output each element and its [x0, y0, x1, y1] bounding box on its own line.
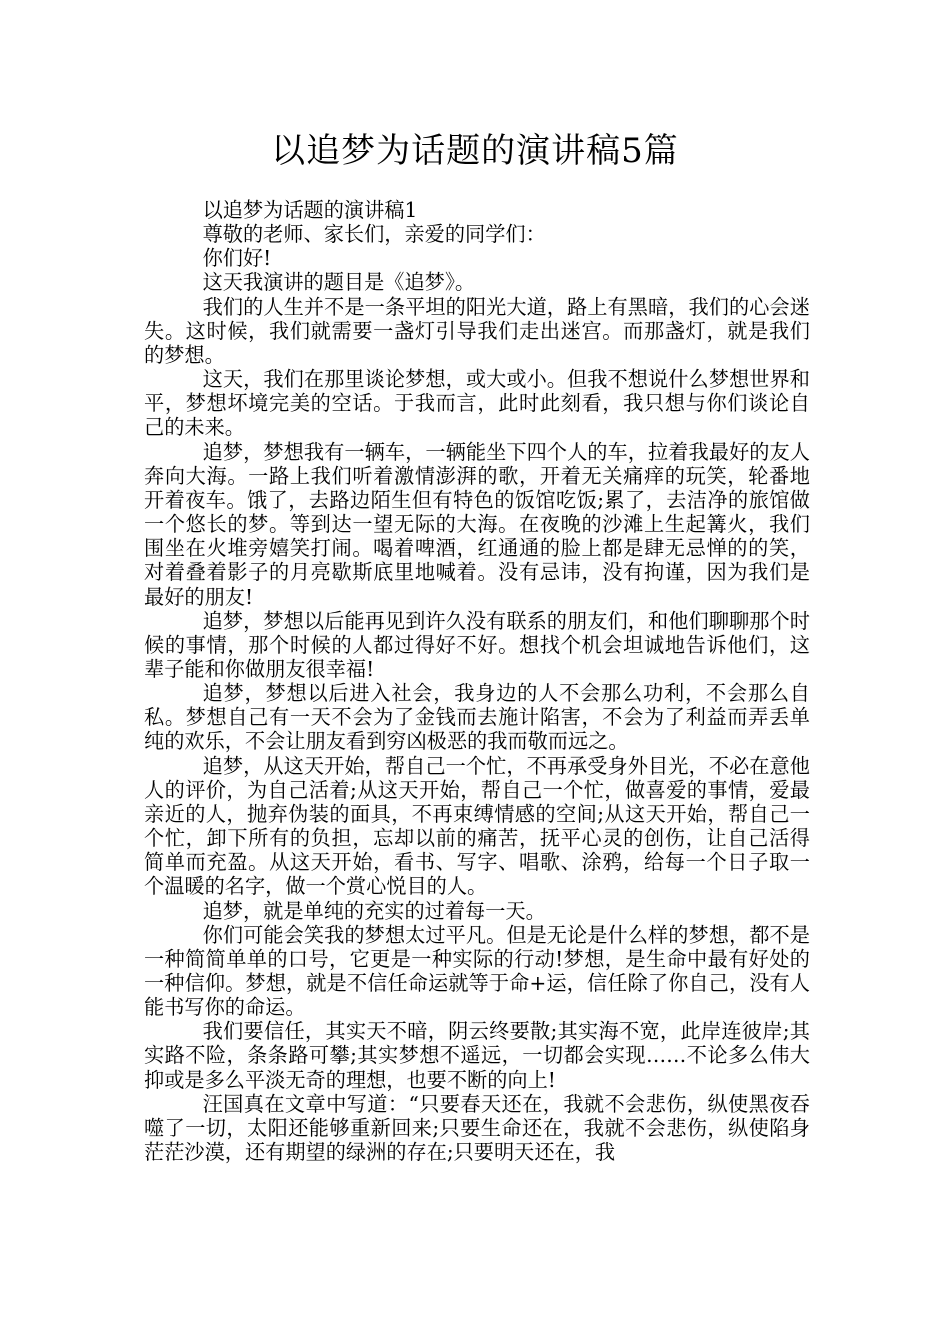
paragraph: 我们的人生并不是一条平坦的阳光大道，路上有黑暗，我们的心会迷失。这时候，我们就需要一盏灯引导我们走出迷宫。而那盏灯，就是我们的梦想。 [144, 294, 810, 367]
paragraph: 我们要信任，其实天不暗，阴云终要散;其实海不宽，此岸连彼岸;其实路不险，条条路可攀;其实梦想不遥远，一切都会实现……不论多么伟大抑或是多么平淡无奇的理想，也要不断的向上! [144, 1019, 810, 1092]
speech-heading: 以追梦为话题的演讲稿1 [202, 198, 418, 222]
paragraph: 追梦，梦想以后进入社会，我身边的人不会那么功利，不会那么自私。梦想自己有一天不会为了金钱而去施计陷害，不会为了利益而弄丢单纯的欢乐，不会让朋友看到穷凶极恶的我而敬而远之。 [144, 681, 810, 754]
paragraph: 你们可能会笑我的梦想太过平凡。但是无论是什么样的梦想，都不是一种简简单单的口号，它更是一种实际的行动!梦想，是生命中最有好处的一种信仰。梦想，就是不信任命运就等于命+运，信任除了你自己，没有人能书写你的命运。 [144, 922, 810, 1020]
paragraph: 汪国真在文章中写道：“只要春天还在，我就不会悲伤，纵使黑夜吞噬了一切，太阳还能够重新回来;只要生命还在，我就不会悲伤，纵使陷身茫茫沙漠，还有期望的绿洲的存在;只要明天还在，我 [144, 1091, 810, 1165]
document-title: 以追梦为话题的演讲稿5篇 [271, 131, 679, 171]
salutation: 尊敬的老师、家长们，亲爱的同学们： [202, 222, 546, 247]
greeting: 你们好! [202, 246, 272, 271]
paragraph: 追梦，梦想以后能再见到许久没有联系的朋友们，和他们聊聊那个时候的事情，那个时候的人都过得好不好。想找个机会坦诚地告诉他们，这辈子能和你做朋友很幸福! [144, 608, 810, 681]
paragraph: 追梦，从这天开始，帮自己一个忙，不再承受身外目光，不必在意他人的评价，为自己活着;从这天开始，帮自己一个忙，做喜爱的事情，爱最亲近的人，抛弃伪装的面具，不再束缚情感的空间;从这天开始，帮自己一个忙，卸下所有的负担，忘却以前的痛苦，抚平心灵的创伤，让自己活得简单而充盈。从这天开始，看书、写字、唱歌、涂鸦，给每一个日子取一个温暖的名字，做一个赏心悦目的人。 [144, 753, 810, 899]
topic-line: 这天我演讲的题目是《追梦》。 [202, 270, 476, 295]
paragraph: 这天，我们在那里谈论梦想，或大或小。但我不想说什么梦想世界和平，梦想坏境完美的空话。于我而言，此时此刻看，我只想与你们谈论自己的未来。 [144, 367, 810, 440]
paragraph: 追梦，就是单纯的充实的过着每一天。 [202, 898, 546, 923]
document-body [144, 198, 810, 1164]
paragraph: 追梦，梦想我有一辆车，一辆能坐下四个人的车，拉着我最好的友人奔向大海。一路上我们听着激情澎湃的歌，开着无关痛痒的玩笑，轮番地开着夜车。饿了，去路边陌生但有特色的饭馆吃饭;累了，去洁净的旅馆做一个悠长的梦。等到达一望无际的大海。在夜晚的沙滩上生起篝火，我们围坐在火堆旁嬉笑打闹。喝着啤酒，红通通的脸上都是肆无忌惮的的笑，对着叠着影子的月亮歇斯底里地喊着。没有忌讳，没有拘谨，因为我们是最好的朋友! [144, 439, 810, 609]
